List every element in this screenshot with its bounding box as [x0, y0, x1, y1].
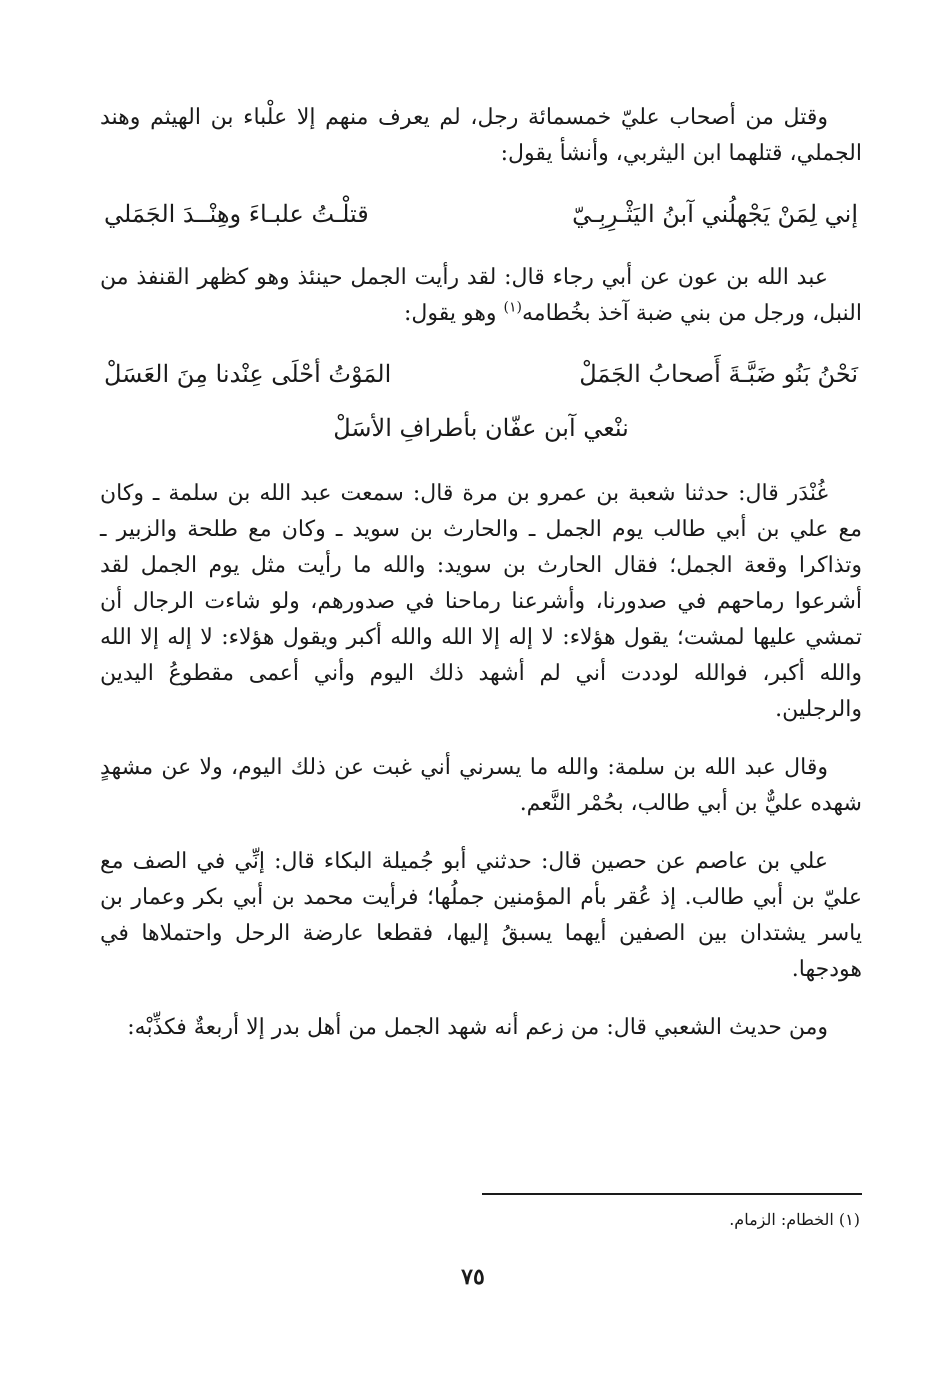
paragraph-3-text: غُنْدَر قال: حدثنا شعبة بن عمرو بن مرة قال: سمعت عبد الله بن سلمة ـ وكان مع علي بن أبي طالب يوم الجمل ـ والحارث بن سويد ـ وكان مع طلحة والزبير ـ وتذاكرا وقعة الجمل؛ فقال الحارث بن سويد: والله ما رأيت مثل يوم الجمل لقد أشرعوا رماحهم في صدورنا، وأشرعنا رماحنا في صدورهم، ولو شاءت الرجال أن تمشي عليها لمشت؛ يقول هؤلاء: لا إله إلا الله والله أكبر ويقول هؤلاء: لا إله إلا الله والله أكبر، فوالله لوددت أني لم أشهد ذلك اليوم وأني أعمى مقطوعُ اليدين والرجلين.	[100, 481, 862, 722]
footnote-divider	[482, 1193, 862, 1195]
paragraph-2-text-a: عبد الله بن عون عن أبي رجاء قال: لقد رأيت الجمل حينئذ وهو كظهر القنفذ من النبل، ورجل من بني ضبة آخذ بخُطامه	[100, 265, 862, 326]
paragraph-1	[100, 100, 862, 172]
paragraph-4-text: وقال عبد الله بن سلمة: والله ما يسرني أني غبت عن ذلك اليوم، ولا عن مشهدٍ شهده عليٌّ بن أبي طالب، بحُمْر النَّعم.	[100, 755, 862, 816]
verse-1-left-hemistich: قتلْـتُ علبـاءَ وهِنْــدَ الجَمَلي	[104, 200, 369, 228]
verse-3: ننْعي آبن عفّان بأطرافِ الأسَلْ	[333, 414, 629, 442]
verse-2-right-hemistich: نَحْنُ بَنُو ضَبَّـةَ أَصحابُ الجَمَلْ	[579, 360, 858, 388]
verse-2-left-hemistich: المَوْتُ أحْلَى عِنْدنا مِنَ العَسَلْ	[104, 360, 392, 388]
verse-1-right-hemistich: إني لِمَنْ يَجْهلُني آبنُ اليَثْـرِبِـيّ	[572, 200, 858, 228]
paragraph-6	[100, 1010, 862, 1046]
verse-2	[100, 354, 862, 394]
paragraph-1-text: وقتل من أصحاب عليّ خمسمائة رجل، لم يعرف منهم إلا علْباء بن الهيثم وهند الجملي، قتلهما ابن اليثربي، وأنشأ يقول:	[100, 105, 862, 166]
paragraph-3	[100, 476, 862, 728]
paragraph-2	[100, 260, 862, 332]
paragraph-4	[100, 750, 862, 822]
page-number: ٧٥	[461, 1264, 485, 1290]
paragraph-5	[100, 844, 862, 988]
paragraph-2-text-b: وهو يقول:	[403, 301, 504, 326]
paragraph-6-text: ومن حديث الشعبي قال: من زعم أنه شهد الجمل من أهل بدر إلا أربعةٌ فكذِّبْه:	[127, 1015, 828, 1040]
footnote-marker: (١)	[503, 299, 523, 316]
footnote: (١) الخطام: الزمام.	[729, 1210, 860, 1229]
verse-1	[100, 194, 862, 234]
page-body	[100, 100, 862, 1068]
paragraph-5-text: علي بن عاصم عن حصين قال: حدثني أبو جُميلة البكاء قال: إنِّي في الصف مع عليّ بن أبي طالب. إذ عُقر بأم المؤمنين جملُها؛ فرأيت محمد بن أبي بكر وعمار بن ياسر يشتدان بين الصفين أيهما يسبقُ إليها، فقطعا عارضة الرحل واحتملاها في هودجها.	[100, 849, 862, 982]
